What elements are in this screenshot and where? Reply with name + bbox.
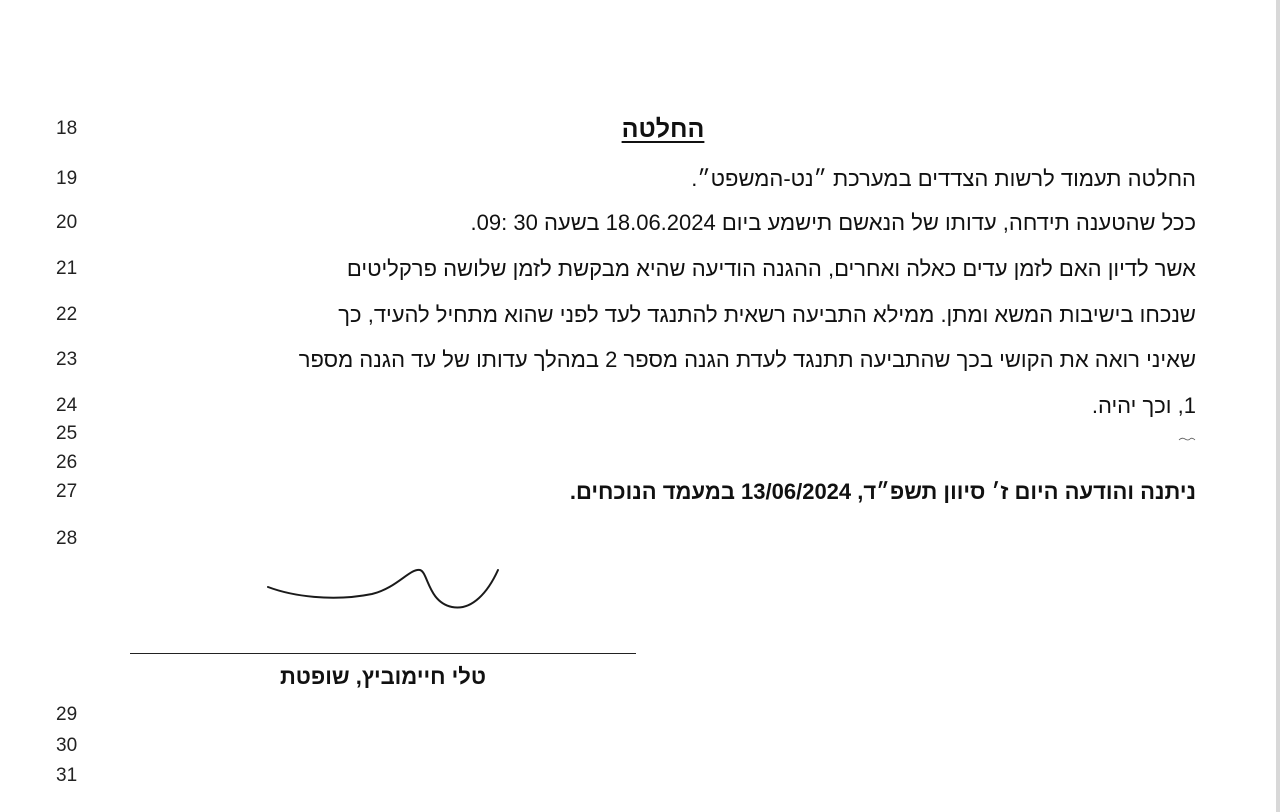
line-number: 28 — [56, 528, 78, 549]
decision-paragraph: החלטה תעמוד לרשות הצדדים במערכת ״נט-המשפט״. — [691, 166, 1196, 191]
line-number: 23 — [56, 349, 78, 370]
decision-paragraph: 1, וכך יהיה. — [1091, 393, 1196, 418]
small-mark-icon — [1178, 436, 1196, 442]
page-edge — [1276, 0, 1280, 812]
line-number: 22 — [56, 304, 78, 325]
line-number: 19 — [56, 168, 78, 189]
signature-icon — [262, 558, 506, 614]
line-number: 21 — [56, 258, 78, 279]
line-number: 30 — [56, 735, 78, 756]
line-number: 20 — [56, 212, 78, 233]
decision-paragraph: שאיני רואה את הקושי בכך שהתביעה תתנגד לעדת הגנה מספר 2 במהלך עדותו של עד הגנה מספר — [298, 347, 1196, 372]
signature-line — [130, 653, 636, 654]
decision-paragraph: אשר לדיון האם לזמן עדים כאלה ואחרים, ההגנה הודיעה שהיא מבקשת לזמן שלושה פרקליטים — [346, 256, 1196, 281]
line-number: 27 — [56, 481, 78, 502]
line-number: 26 — [56, 452, 78, 473]
decision-title: החלטה — [621, 115, 705, 143]
line-number: 29 — [56, 704, 78, 725]
decision-paragraph: ככל שהטענה תידחה, עדותו של הנאשם תישמע ביום 18.06.2024 בשעה 30 :09. — [470, 210, 1196, 235]
decision-paragraph: שנכחו בישיבות המשא ומתן. ממילא התביעה רשאית להתנגד לעד לפני שהוא מתחיל להעיד, כך — [338, 302, 1196, 327]
line-number: 18 — [56, 118, 78, 139]
judge-name: טלי חיימוביץ, שופטת — [279, 664, 486, 689]
line-number: 25 — [56, 423, 78, 444]
issued-date-line: ניתנה והודעה היום ז׳ סיוון תשפ״ד, 13/06/2024 במעמד הנוכחים. — [569, 479, 1196, 504]
line-number: 24 — [56, 395, 78, 416]
line-number: 31 — [56, 765, 78, 786]
